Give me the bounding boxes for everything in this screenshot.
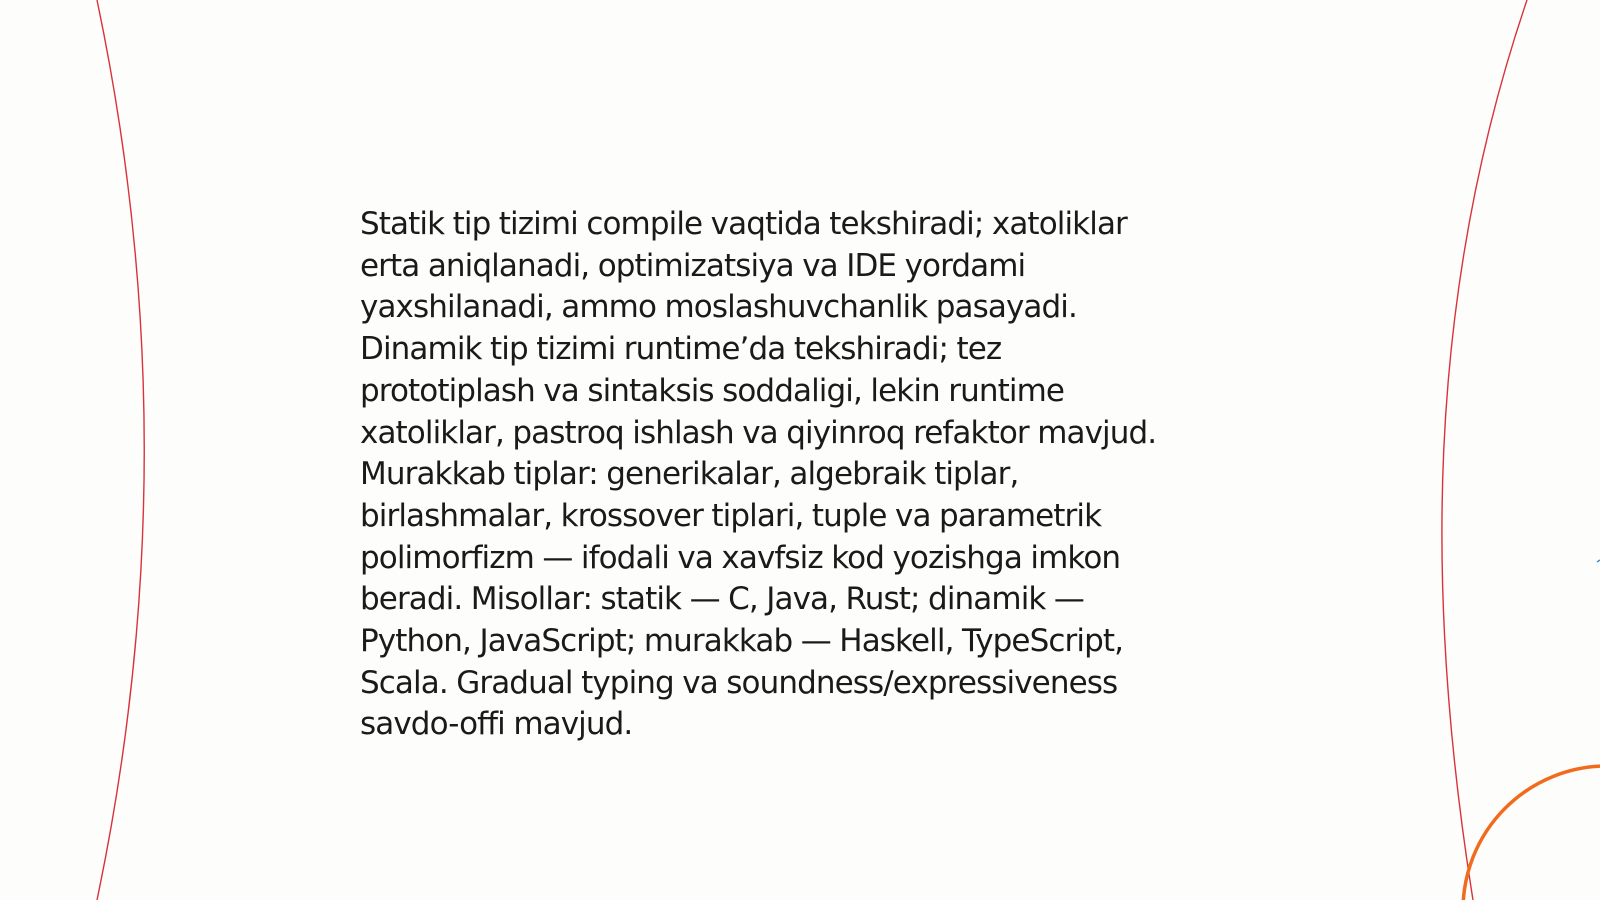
body-line: Statik tip tizimi compile vaqtida tekshiradi; xatoliklar [360,206,1127,242]
body-line: Murakkab tiplar: generikalar, algebraik tiplar, [360,456,1019,493]
slide-body-text [360,204,1260,746]
left-arc-line [97,0,144,900]
body-line: beradi. Misollar: statik — C, Java, Rust; dinamik — [360,581,1085,618]
body-line: Dinamik tip tizimi runtime’da tekshiradi; tez [360,331,1002,368]
body-line: prototiplash va sintaksis soddaligi, lekin runtime [360,372,1065,409]
right-arc-line [1442,0,1527,900]
body-line: yaxshilanadi, ammo moslashuvchanlik pasayadi. [360,289,1077,326]
body-line: Python, JavaScript; murakkab — Haskell, TypeScript, [360,623,1124,660]
body-line: birlashmalar, krossover tiplari, tuple va parametrik [360,497,1102,534]
body-line: savdo-offi mavjud. [360,706,633,743]
body-line: erta aniqlanadi, optimizatsiya va IDE yordami [360,247,1026,284]
body-line: xatoliklar, pastroq ishlash va qiyinroq refaktor mavjud. [360,414,1157,451]
corner-circle-arc [1463,766,1600,900]
body-line: polimorfizm — ifodali va xavfsiz kod yozishga imkon [360,539,1121,576]
body-line: Scala. Gradual typing va soundness/expressiveness [360,664,1118,701]
